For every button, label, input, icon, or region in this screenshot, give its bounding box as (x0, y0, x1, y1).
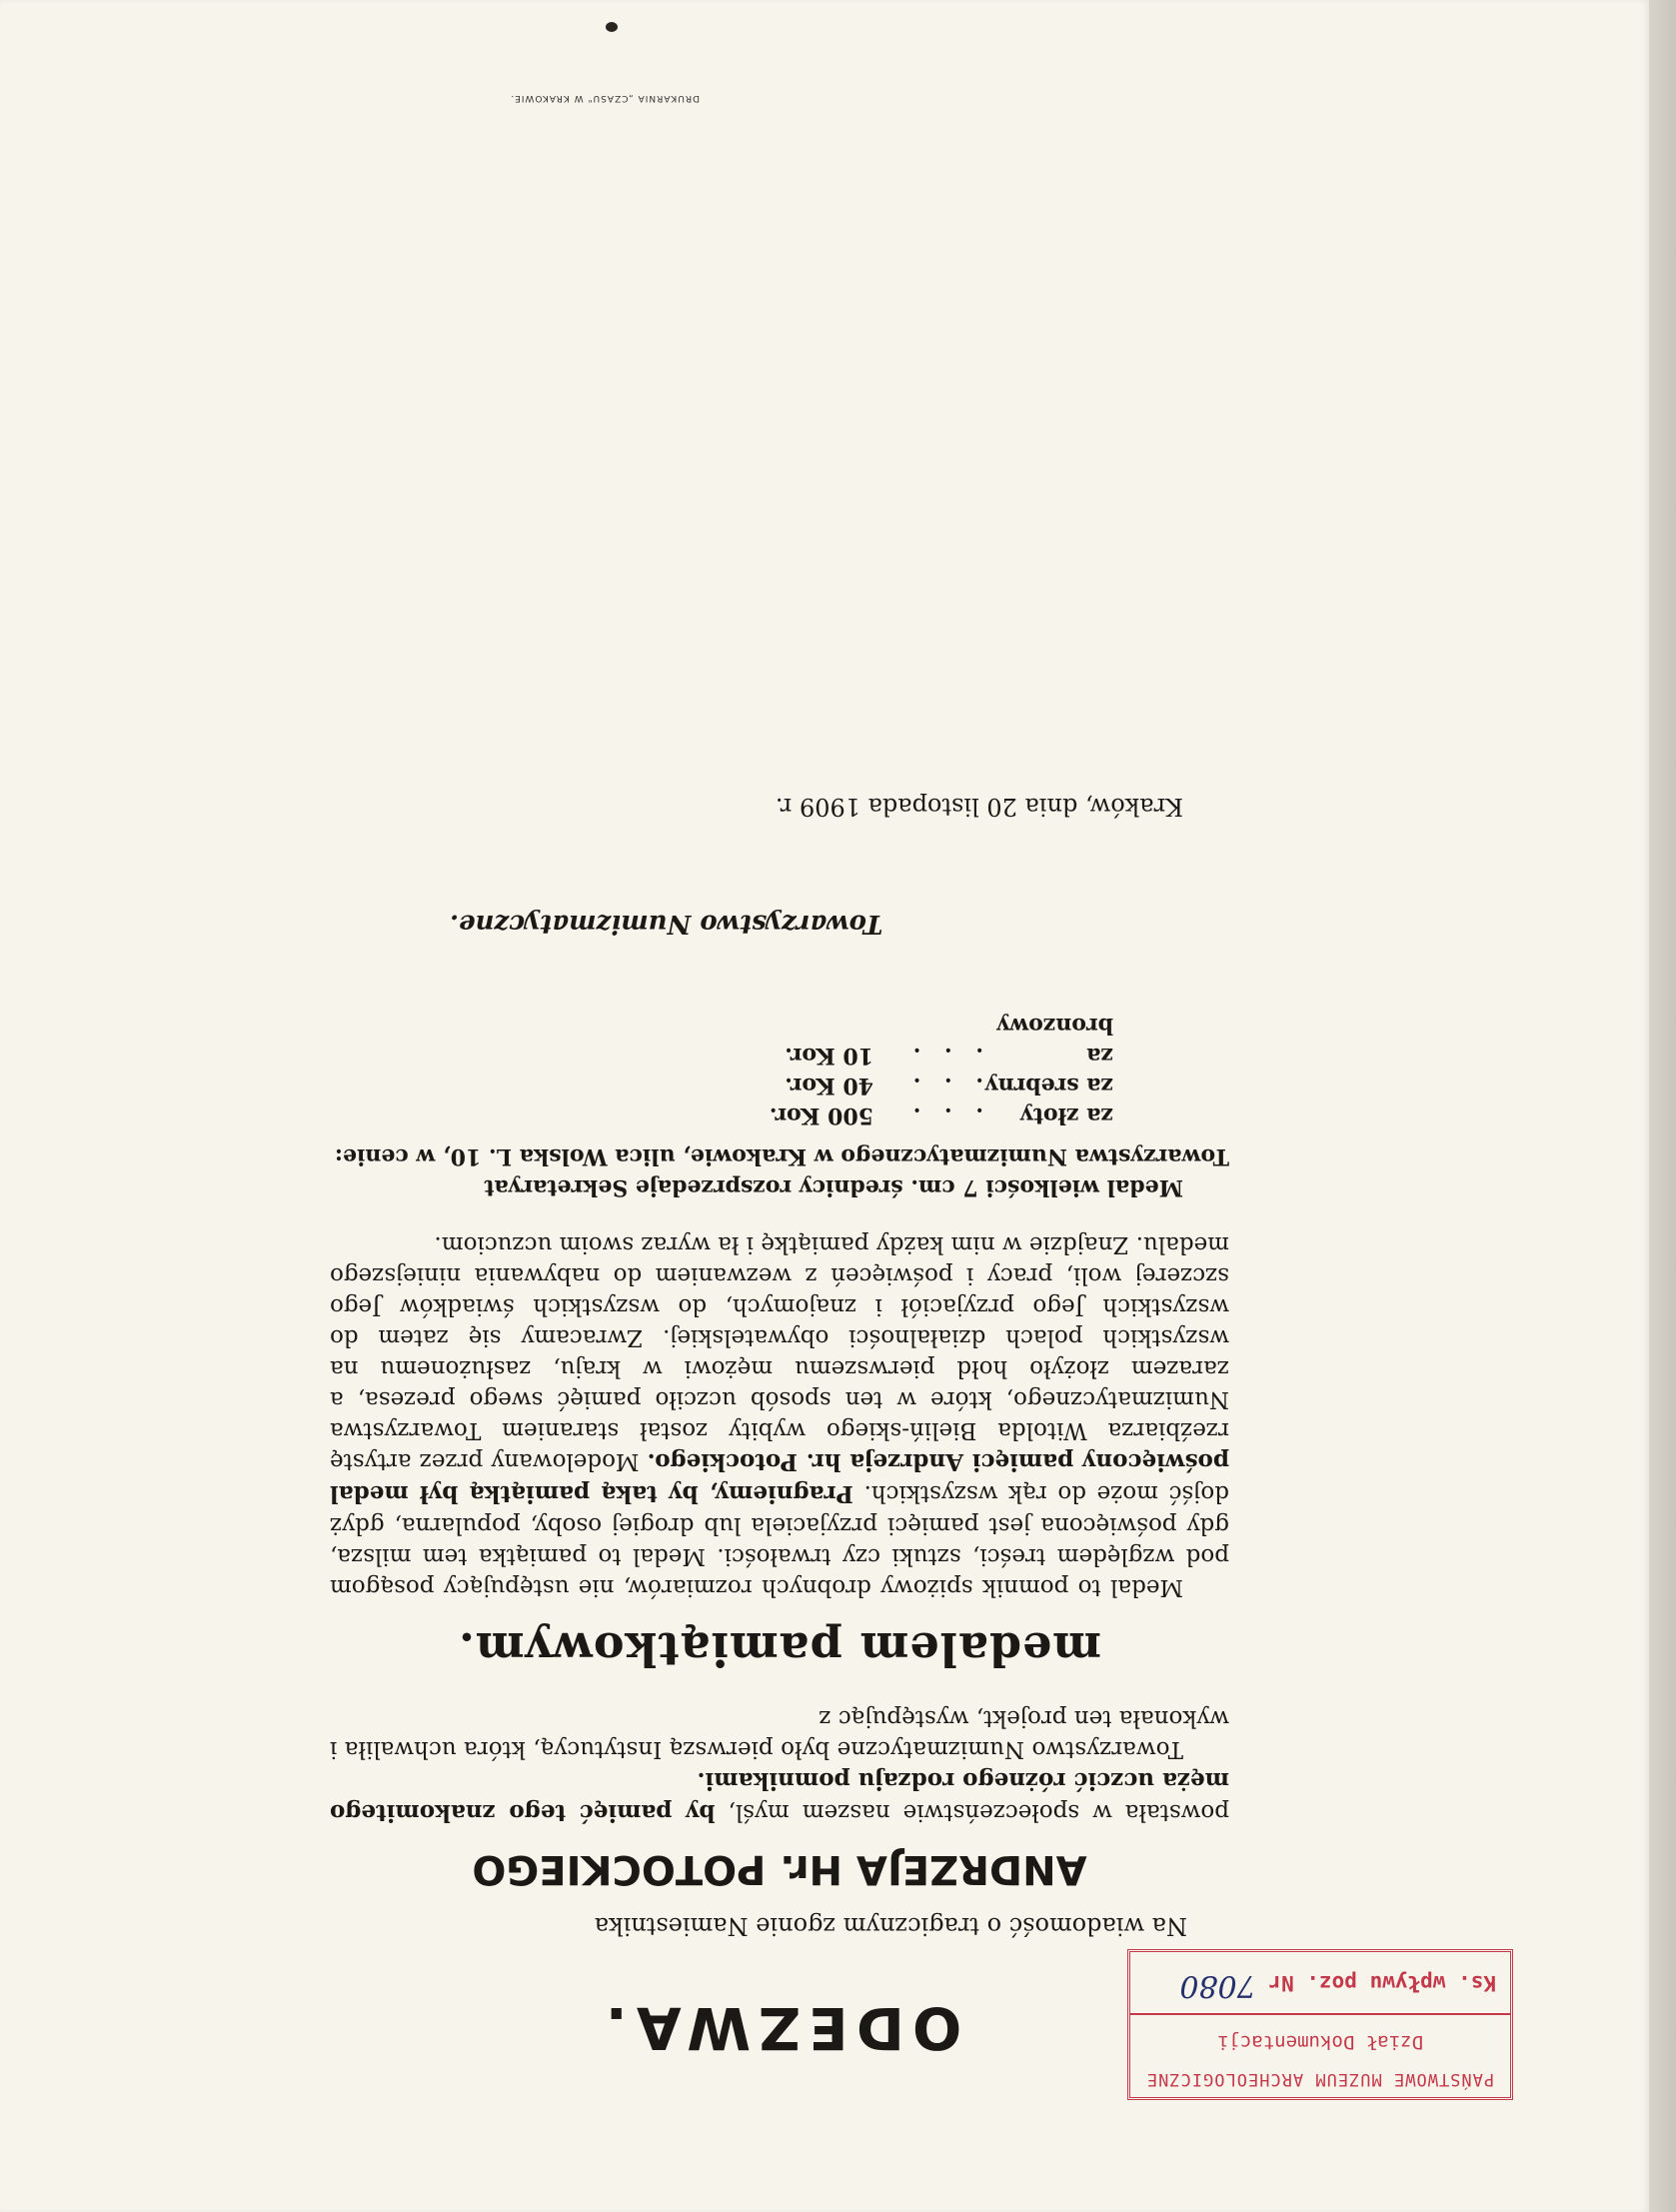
paragraph-1-text: powstała w społeczeństwie naszem myśl, (715, 1799, 1229, 1825)
price-row (330, 1101, 1113, 1130)
stamp-divider (1130, 2013, 1510, 2015)
price-label: za złoty (1020, 1103, 1113, 1128)
price-label: za srebrny (984, 1073, 1113, 1099)
printed-notice (330, 793, 1229, 2062)
stamp-number: 7080 (1179, 1968, 1256, 2003)
paragraph-3-text-c: Modelowany przez artystę rzeźbiarza Witolda Bieliń-skiego wybity został staraniem Towarzystwa Numizmatycznego, które w ten sposób uczciło pamięć swego prezesa, a zarazem złożyło hołd pierwszemu mężowi w kraju, zasłużonemu na wszystkich polach działalności obywatelskiej. Zwracamy się zatem do wszystkich Jego przyjaciół i znajomych, do wszystkich świadków Jego szczerej woli, pracy i poświęceń z wezwaniem do nabywania niniejszego medalu. Znajdzie w nim każdy pamiątkę i ła wyraz swoim uczuciom. (330, 1231, 1229, 1474)
paragraph-2: Towarzystwo Numizmatyczne było pierwszą Instytucyą, która uchwaliła i wykonała ten projekt, występując z (330, 1705, 1229, 1762)
printer-imprint: DRUKARNIA „CZASU" W KRAKOWIE. (510, 93, 700, 103)
price-row (330, 1011, 1113, 1071)
price-list (330, 1011, 1113, 1130)
price-value: 40 Kor. (785, 1073, 873, 1099)
paper-edge (1649, 0, 1676, 2212)
price-value: 10 Kor. (785, 1043, 873, 1069)
paragraph-1-bold: by pamięć tego znakomitego męża uczcić różnego rodzaju pomnikami. (329, 1767, 1229, 1826)
stamp-entry-label: Ks. wpływu poz. Nr (1268, 1971, 1496, 1995)
price-row (330, 1071, 1113, 1101)
signature: Towarzystwo Numizmatyczne. (450, 909, 883, 939)
price-dots: . . . (904, 1103, 983, 1128)
honoree-name: ANDRZEJA Hr. POTOCKIEGO (472, 1846, 1087, 1892)
paragraph-3 (330, 1228, 1229, 1602)
intro-line: Na wiadomość o tragicznym zgonie Namiestnika (594, 1912, 1187, 1940)
paragraph-1 (330, 1764, 1229, 1828)
stamp-institution: PAŃSTWOWE MUZEUM ARCHEOLOGICZNE (1145, 2069, 1495, 2089)
notice-title: ODEZWA. (597, 1994, 962, 2062)
price-dots: . . . (904, 1043, 983, 1069)
stamp-department: Dział Dokumentacji (1217, 2031, 1423, 2053)
medal-headline: medalem pamiątkowym. (457, 1622, 1102, 1676)
price-dots: . . . (904, 1073, 983, 1099)
paragraph-3-text-a: Medal to pomnik spiżowy drobnych rozmiarów, nie ustępujący posągom pod względem treści, sztuki czy trwałości. Medal to pamiątka tem milsza, gdy poświęcona jest pamięci przyjaciela lub drogiej osoby, popularna, gdyż dojść może do rąk wszystkich. (330, 1480, 1229, 1600)
date-line: Kraków, dnia 20 listopada 1909 r. (775, 793, 1183, 821)
sale-info: Medal wielkości 7 cm. średnicy rozsprzedaje Sekretaryat Towarzystwa Numizmatycznego w Krakowie, ulica Wolska L. 10, w cenie: (334, 1143, 1229, 1200)
stamp-entry (1130, 1968, 1510, 2003)
paragraph-3-bold: Pragniemy, by taką pamiątką był medal poświęcony pamięci Andrzeja hr. Potockiego. (330, 1448, 1229, 1507)
price-label: za bronzowy (996, 1013, 1113, 1069)
price-value: 500 Kor. (769, 1103, 873, 1128)
archive-stamp (1127, 1949, 1513, 2100)
